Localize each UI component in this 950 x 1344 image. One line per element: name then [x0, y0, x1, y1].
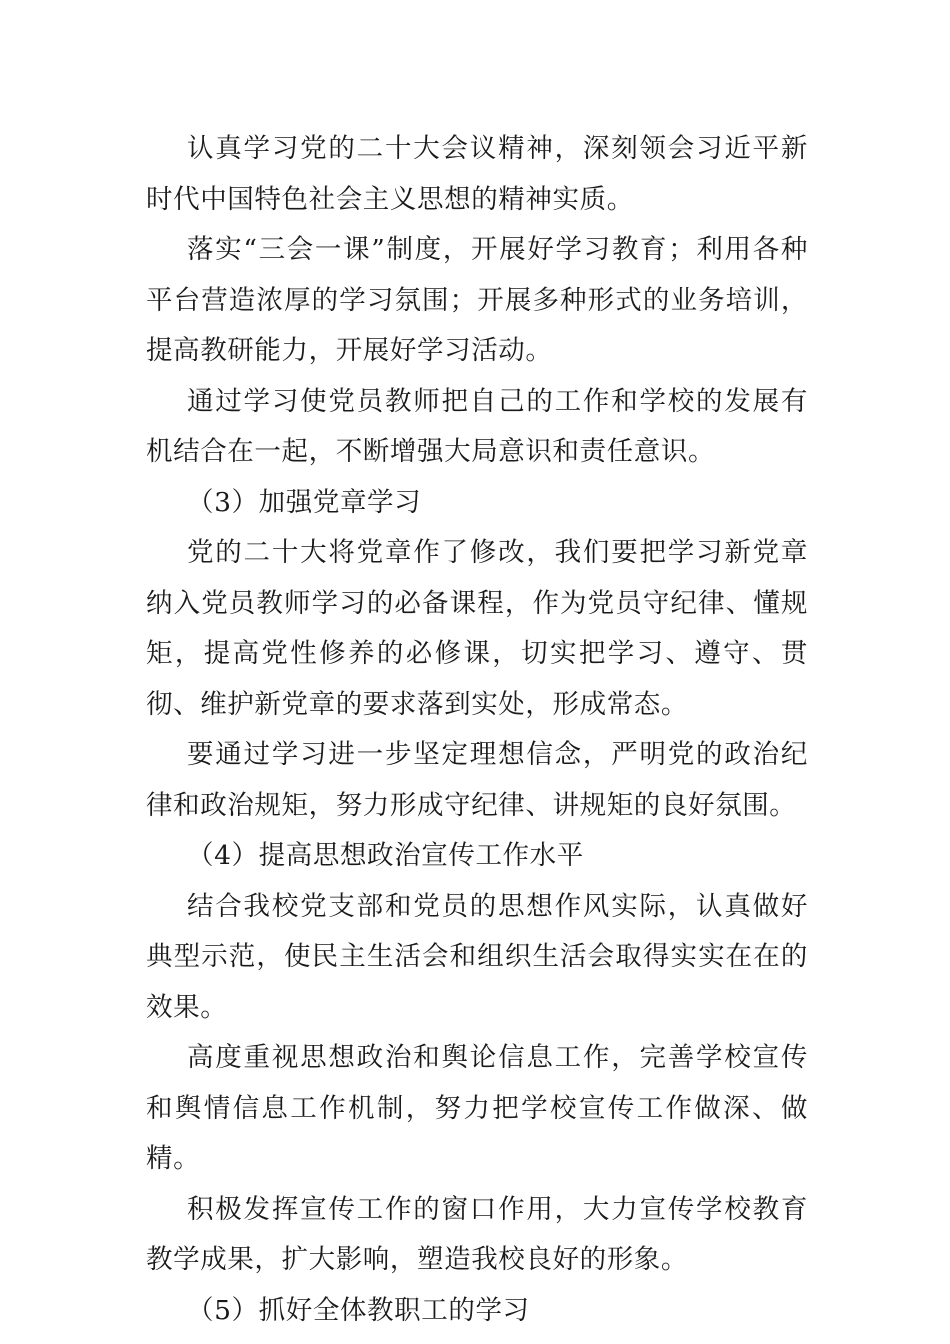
paragraph-discipline-rules: 要通过学习进一步坚定理想信念，严明党的政治纪律和政治规矩，努力形成守纪律、讲规矩的良好氛围。	[146, 739, 808, 821]
section-heading-4: （4）提高思想政治宣传工作水平	[187, 840, 584, 871]
paragraph-publicity-window: 积极发挥宣传工作的窗口作用，大力宣传学校教育教学成果，扩大影响，塑造我校良好的形象。	[146, 1193, 808, 1275]
paragraph-public-opinion-work: 高度重视思想政治和舆论信息工作，完善学校宣传和舆情信息工作机制，努力把学校宣传工作做深、做精。	[146, 1042, 808, 1174]
paragraph-model-demonstration: 结合我校党支部和党员的思想作风实际，认真做好典型示范，使民主生活会和组织生活会取得实实在在的效果。	[146, 890, 808, 1023]
section-heading-3: （3）加强党章学习	[187, 486, 422, 518]
paragraph-party-constitution-study: 党的二十大将党章作了修改，我们要把学习新党章纳入党员教师学习的必备课程，作为党员守纪律、懂规矩，提高党性修养的必修课，切实把学习、遵守、贯彻、维护新党章的要求落到实处，形成常态。	[146, 537, 808, 720]
paragraph-combine-work-development: 通过学习使党员教师把自己的工作和学校的发展有机结合在一起，不断增强大局意识和责任意识。	[146, 385, 808, 467]
paragraph-study-congress-spirit: 认真学习党的二十大会议精神，深刻领会习近平新时代中国特色社会主义思想的精神实质。	[146, 133, 808, 215]
paragraph-three-meetings-one-lesson: 落实“三会一课”制度，开展好学习教育；利用各种平台营造浓厚的学习氛围；开展多种形式的业务培训，提高教研能力，开展好学习活动。	[146, 234, 808, 366]
document-body	[146, 124, 808, 1336]
section-heading-5: （5）抓好全体教职工的学习	[187, 1294, 530, 1326]
